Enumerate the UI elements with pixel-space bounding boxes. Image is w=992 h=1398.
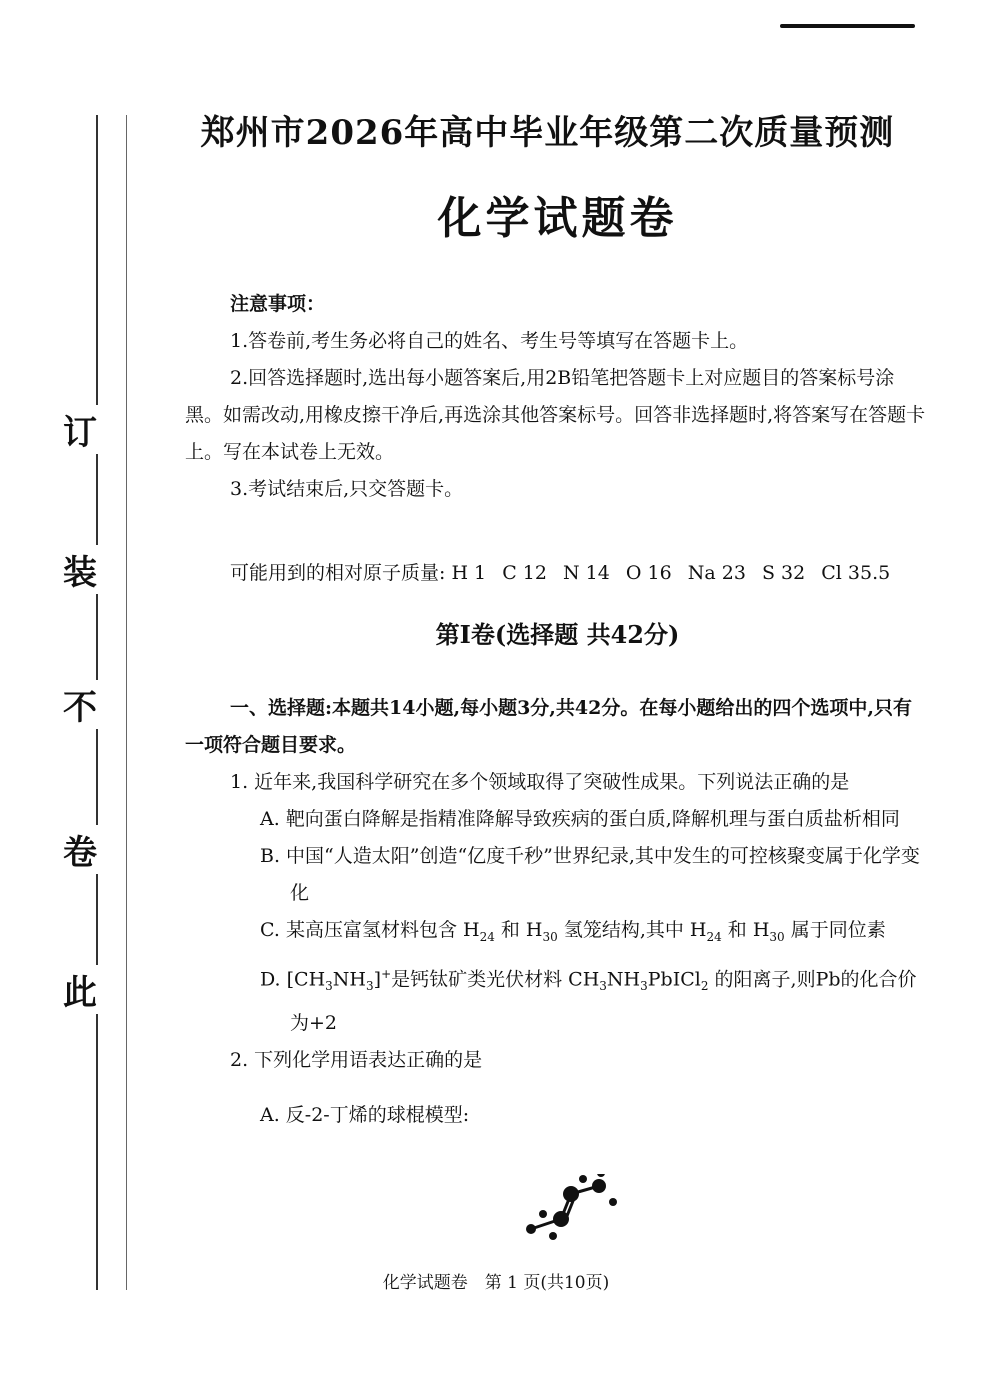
binding-char-2: 装 xyxy=(60,545,100,594)
mass-o: O 16 xyxy=(625,562,672,584)
section-title: 第Ⅰ卷(选择题 共42分) xyxy=(435,620,680,649)
binding-char-4: 卷 xyxy=(60,825,100,874)
notice-heading: 注意事项： xyxy=(230,293,326,315)
notice-item-2: 2.回答选择题时,选出每小题答案后,用2B铅笔把答题卡上对应题目的答案标号涂黑。如需改动,用橡皮擦干净后,再选涂其他答案标号。回答非选择题时,将答案写在答题卡上。写在本试卷上无效。 xyxy=(185,367,926,463)
binding-line xyxy=(96,115,130,1290)
notice-item-1: 1.答卷前,考生务必将自己的姓名、考生号等填写在答题卡上。 xyxy=(230,330,749,352)
mass-s: S 32 xyxy=(761,562,806,584)
masses-label: 可能用到的相对原子质量: xyxy=(230,562,446,584)
notice-block xyxy=(185,286,930,508)
question-2-stem: 2. 下列化学用语表达正确的是 xyxy=(230,1048,483,1071)
mass-n: N 14 xyxy=(563,562,610,584)
question-1 xyxy=(185,764,930,1042)
question-2 xyxy=(185,1042,930,1134)
mass-cl: Cl 35.5 xyxy=(821,562,891,584)
question-1-option-a: A. 靶向蛋白降解是指精准降解导致疾病的蛋白质,降解机理与蛋白质盐析相同 xyxy=(260,808,900,830)
question-1-option-d: D. $[CH_3NH_3]^+$是钙钛矿类光伏材料 $CH_3NH_3PbICl_2$ 的阳离子,则Pb的化合价为+2 xyxy=(260,966,917,1034)
exam-title: 郑州市2026年高中毕业年级第二次质量预测 xyxy=(200,113,895,153)
atomic-masses xyxy=(185,558,930,585)
exam-subtitle: 化学试题卷 xyxy=(437,193,678,244)
notice-item-3: 3.考试结束后,只交答题卡。 xyxy=(230,478,464,500)
question-1-option-c: C. 某高压富氢材料包含 $H_{24}$ 和 $H_{30}$ 氢笼结构,其中 $H_{24}$ 和 $H_{30}$ 属于同位素 xyxy=(260,919,886,944)
page-footer: 化学试题卷 第 1 页(共10页) xyxy=(382,1273,610,1293)
binding-char-5: 此 xyxy=(60,965,100,1014)
trans-2-butene-ball-stick-model xyxy=(523,1174,633,1244)
top-mark xyxy=(780,24,915,28)
part-intro: 一、选择题:本题共14小题,每小题3分,共42分。在每小题给出的四个选项中,只有一项符合题目要求。 xyxy=(185,697,912,756)
mass-c: C 12 xyxy=(502,562,547,584)
exam-page xyxy=(185,105,930,1134)
question-1-stem: 1. 近年来,我国科学研究在多个领域取得了突破性成果。下列说法正确的是 xyxy=(230,771,850,793)
binding-char-1: 订 xyxy=(60,405,100,454)
mass-na: Na 23 xyxy=(687,562,746,584)
question-2-option-a: A. 反-2-丁烯的球棍模型: xyxy=(260,1103,470,1126)
binding-char-3: 不 xyxy=(60,680,100,729)
mass-h: H 1 xyxy=(451,562,487,584)
question-1-option-b: B. 中国“人造太阳”创造“亿度千秒”世界纪录,其中发生的可控核聚变属于化学变化 xyxy=(260,845,920,904)
